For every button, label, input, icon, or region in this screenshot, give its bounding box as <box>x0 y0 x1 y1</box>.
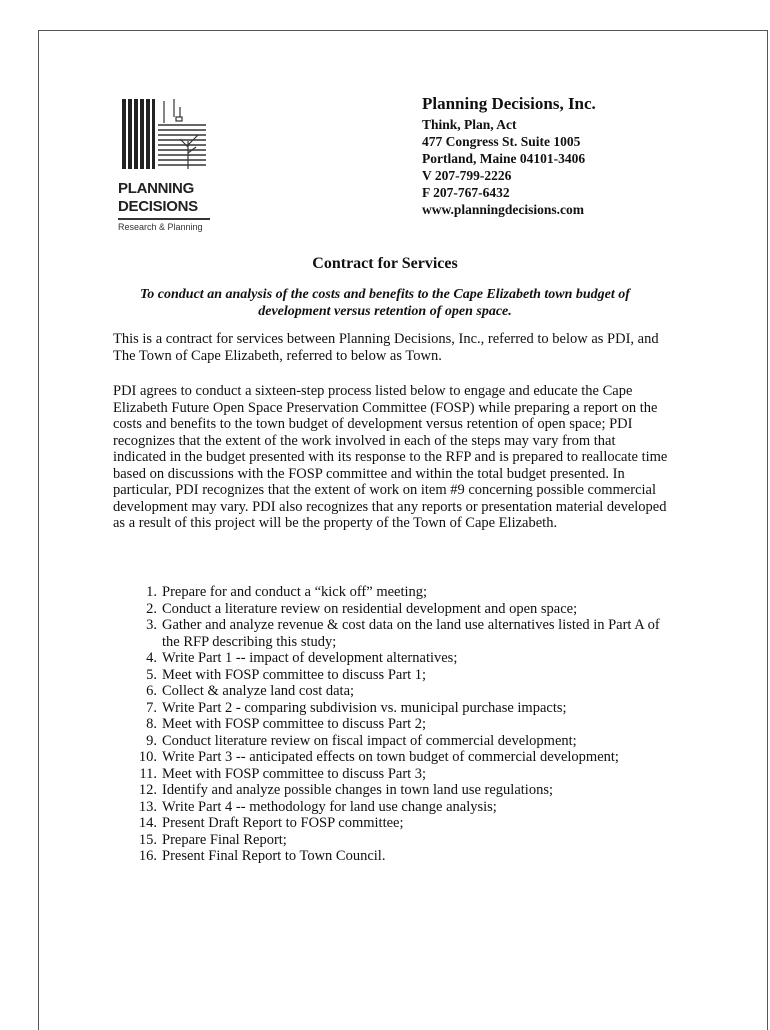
step-number: 10. <box>138 749 157 765</box>
step-number: 11. <box>139 765 157 782</box>
step-number: 7. <box>146 699 157 716</box>
logo-tagline: Research & Planning <box>118 222 203 232</box>
logo-name-line1: PLANNING <box>118 180 194 197</box>
logo-divider <box>118 218 210 220</box>
step-text: Conduct literature review on fiscal impact of commercial development; <box>162 732 577 749</box>
step-number: 13. <box>138 798 157 815</box>
step-text: Meet with FOSP committee to discuss Part 1; <box>162 666 427 683</box>
step-item <box>115 749 675 766</box>
company-letterhead <box>422 94 596 218</box>
company-slogan: Think, Plan, Act <box>422 117 517 132</box>
step-number: 8. <box>146 716 157 732</box>
step-number: 1. <box>146 584 157 600</box>
step-item <box>115 815 675 832</box>
logo-name-line2: DECISIONS <box>118 198 198 215</box>
step-text: Write Part 4 -- methodology for land use change analysis; <box>162 798 497 815</box>
step-item <box>115 716 675 733</box>
step-number: 5. <box>146 666 157 683</box>
step-text: Collect & analyze land cost data; <box>162 683 355 699</box>
step-text: Prepare Final Report; <box>162 831 287 848</box>
step-item <box>115 766 675 783</box>
company-website: www.planningdecisions.com <box>422 202 585 217</box>
step-item <box>115 617 675 650</box>
step-number: 9. <box>146 732 157 749</box>
step-number: 16. <box>138 848 157 864</box>
step-item <box>115 683 675 700</box>
step-number: 6. <box>146 683 157 699</box>
step-item <box>115 832 675 849</box>
company-phone: V 207-799-2226 <box>422 168 512 183</box>
agreement-paragraph: PDI agrees to conduct a sixteen-step process listed below to engage and educate the Cape Elizabeth Future Open Space Preservation Committee (FOSP) while preparing a report on the costs and benefits to the town budget of development versus retention of open space; PDI recognizes that the extent of the work involved in each of the steps may vary from that indicated in the budget presented with its response to the RFP and is prepared to reallocate time based on discussions with the FOSP committee and within the total budget presented. In particular, PDI recognizes that the extent of work on item #9 concerning possible commercial development may vary. PDI also recognizes that any reports or presentation material developed as a result of this project will be the property of the Town of Cape Elizabeth. <box>113 383 668 531</box>
step-text: Write Part 2 - comparing subdivision vs. municipal purchase impacts; <box>162 699 567 716</box>
step-text: Gather and analyze revenue & cost data on the land use alternatives listed in Part A of the RFP describing this study; <box>162 617 660 650</box>
step-number: 2. <box>146 600 157 617</box>
step-item <box>115 601 675 618</box>
step-number: 14. <box>138 815 157 831</box>
step-text: Meet with FOSP committee to discuss Part 2; <box>162 716 427 732</box>
company-logo <box>118 97 228 232</box>
logo-mark-icon <box>118 97 213 179</box>
step-item <box>115 799 675 816</box>
company-address-line2: Portland, Maine 04101-3406 <box>422 151 586 166</box>
step-item <box>115 700 675 717</box>
step-number: 15. <box>138 831 157 848</box>
step-text: Present Draft Report to FOSP committee; <box>162 815 404 831</box>
step-text: Present Final Report to Town Council. <box>162 848 386 864</box>
company-address-line1: 477 Congress St. Suite 1005 <box>422 134 581 149</box>
step-item <box>115 584 675 601</box>
document-subtitle: To conduct an analysis of the costs and benefits to the Cape Elizabeth town budget of development versus retention of open space. <box>140 287 630 319</box>
step-number: 4. <box>146 650 157 666</box>
step-item <box>115 650 675 667</box>
step-text: Identify and analyze possible changes in town land use regulations; <box>162 782 553 798</box>
step-text: Prepare for and conduct a “kick off” meeting; <box>162 584 428 600</box>
step-item <box>115 733 675 750</box>
step-item <box>115 782 675 799</box>
step-text: Conduct a literature review on residential development and open space; <box>162 600 578 617</box>
step-item <box>115 667 675 684</box>
step-text: Write Part 1 -- impact of development alternatives; <box>162 650 458 666</box>
step-text: Meet with FOSP committee to discuss Part 3; <box>162 765 427 782</box>
step-item <box>115 848 675 865</box>
step-number: 3. <box>146 617 157 633</box>
intro-paragraph: This is a contract for services between Planning Decisions, Inc., referred to below as PDI, and The Town of Cape Elizabeth, referred to below as Town. <box>113 331 659 364</box>
company-fax: F 207-767-6432 <box>422 185 510 200</box>
steps-list <box>115 584 675 865</box>
step-text: Write Part 3 -- anticipated effects on town budget of commercial development; <box>162 749 619 765</box>
step-number: 12. <box>138 782 157 798</box>
company-name: Planning Decisions, Inc. <box>422 94 596 113</box>
document-title: Contract for Services <box>312 255 458 272</box>
